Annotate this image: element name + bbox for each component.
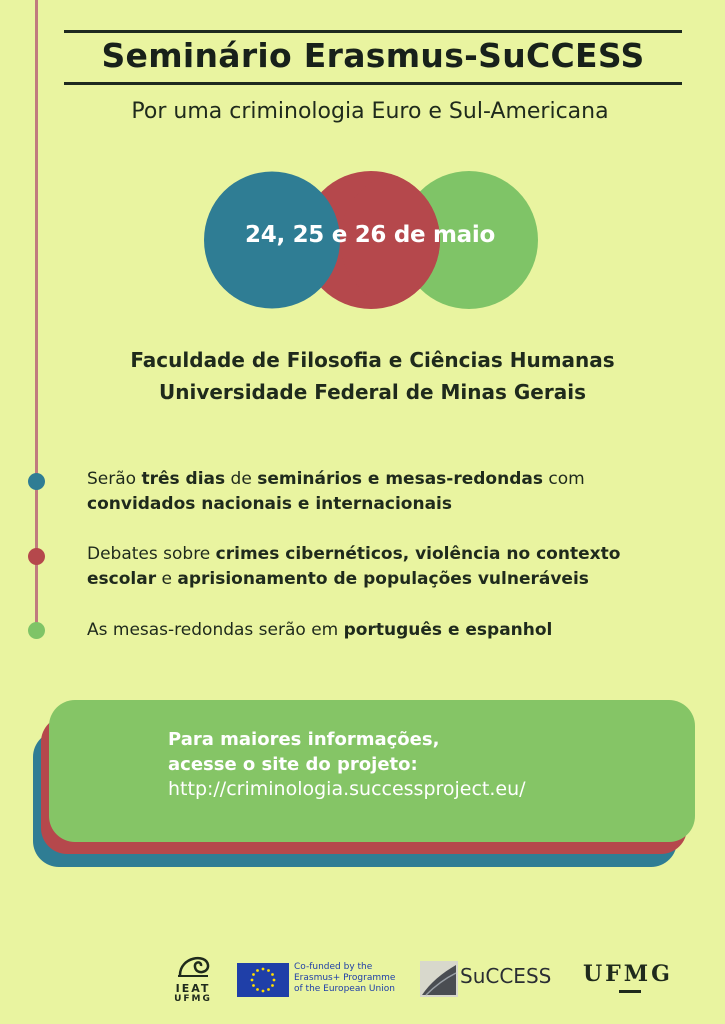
eu-star-icon (271, 984, 274, 987)
eu-star-icon (262, 990, 265, 993)
bullet-item-2 (87, 542, 687, 592)
ieat-logo (168, 949, 218, 1004)
eu-star-icon (251, 979, 254, 982)
bullet-1-segment-3: de (225, 469, 258, 489)
ufmg-underline (619, 990, 641, 993)
bullet-2-segment-1: Debates sobre (87, 544, 216, 564)
eu-star-icon (271, 973, 274, 976)
bullet-dot-green (28, 622, 45, 639)
eu-star-icon (273, 979, 276, 982)
info-card-text (168, 727, 648, 802)
eu-cofunded-text (294, 962, 414, 995)
bullet-dot-red (28, 548, 45, 565)
page-title: Seminário Erasmus-SuCCESS (101, 36, 645, 75)
eu-star-icon (252, 973, 255, 976)
event-dates: 24, 25 e 26 de maio (245, 222, 495, 248)
eu-star-icon (267, 969, 270, 972)
success-logo-text: SuCCESS (460, 964, 552, 988)
bullet-1-segment-5: com (542, 469, 585, 489)
eu-star-icon (252, 984, 255, 987)
venue-faculty: Faculdade de Filosofia e Ciências Humanas (130, 348, 615, 372)
ufmg-logo (583, 961, 673, 997)
info-line-2: acesse o site do projeto: (168, 754, 418, 775)
bullet-3-segment-1: As mesas-redondas serão em (87, 620, 344, 640)
eu-line-2: Erasmus+ Programme (294, 973, 396, 983)
ieat-label: IEAT (175, 982, 211, 995)
bullet-item-1 (87, 467, 687, 517)
eu-line-1: Co-funded by the (294, 962, 373, 972)
eu-star-icon (262, 968, 265, 971)
eu-star-icon (256, 988, 259, 991)
timeline-line (35, 0, 38, 630)
eu-flag-icon (237, 963, 289, 997)
eu-star-icon (267, 988, 270, 991)
bullet-1-segment-1: Serão (87, 469, 142, 489)
venue-university: Universidade Federal de Minas Gerais (159, 380, 586, 404)
project-url-link[interactable]: http://criminologia.successproject.eu/ (168, 778, 526, 800)
eu-line-3: of the European Union (294, 984, 395, 994)
ieat-ufmg-label: UFMG (174, 994, 212, 1004)
bullet-2-segment-3: e (156, 569, 178, 589)
bullet-2-segment-4: aprisionamento de populações vulneráveis (177, 569, 589, 589)
info-line-1: Para maiores informações, (168, 729, 440, 750)
success-emblem-icon (420, 961, 458, 997)
eu-star-icon (256, 969, 259, 972)
bullet-1-segment-6: convidados nacionais e internacionais (87, 494, 452, 514)
page-subtitle: Por uma criminologia Euro e Sul-Americana (131, 99, 609, 124)
bullet-1-segment-2: três dias (141, 469, 226, 489)
bullet-item-3 (87, 618, 687, 643)
bullet-dot-teal (28, 473, 45, 490)
bullet-1-segment-4: seminários e mesas-redondas (257, 469, 543, 489)
bullet-2-segment-2: crimes cibernéticos, violência no contexto escolar (87, 544, 621, 589)
title-rule-bottom (64, 82, 682, 85)
bullet-3-segment-2: português e espanhol (343, 620, 553, 640)
ieat-swirl-icon (168, 949, 218, 979)
ufmg-logo-text: UFMG (583, 961, 673, 987)
title-rule-top (64, 30, 682, 33)
